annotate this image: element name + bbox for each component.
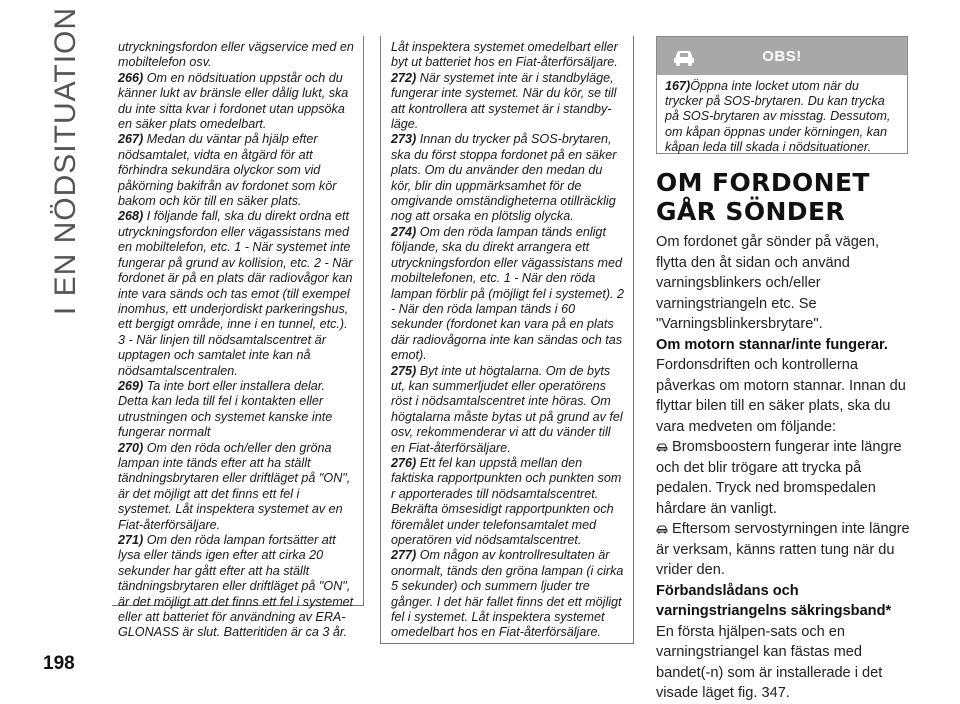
note-paragraph [391,364,625,456]
note-paragraph [118,40,355,71]
warning-notes-column-2 [380,36,634,644]
note-paragraph [118,441,355,533]
note-paragraph [118,209,355,378]
note-text: Byt inte ut högtalarna. Om de byts ut, kan summerljudet eller operatörens röst i nödsamtalscentret inte höras. Om högtalarna måste bytas ut på grund av fel osv, rekommenderar vi att du vänder till en Fiat-återförsäljare. [391,363,623,455]
note-number: 267) [118,132,144,147]
note-text: Om den röda och/eller den gröna lampan inte tänds efter att ha ställt tändningsbrytaren eller driftläget på "ON", är det möjligt att det finns ett fel i systemet. Låt inspektera systemet av en Fiat-återförsäljare. [118,440,351,532]
note-paragraph [391,456,625,548]
subheading-engine-stops: Om motorn stannar/inte fungerar. [656,336,888,353]
first-aid-paragraph: En första hjälpen-sats och en varningstriangel kan fästas med bandet(-n) som är installerade i det visade läget fig. 347. [656,623,883,701]
note-text: Innan du trycker på SOS-brytaren, ska du först stoppa fordonet på en säker plats. Om du använder den medan du kör, blir din uppmärksamhet för de omgivande omständigheterna otillräcklig nog att orsaka en plötslig olycka. [391,132,617,224]
engine-stops-paragraph: Fordonsdriften och kontrollerna påverkas om motorn stannar. Innan du flyttar bilen till en säker plats, ska du vara medveten om följande: [656,357,906,435]
note-number: 275) [391,363,417,378]
note-text: När systemet inte är i standbyläge, fungerar inte systemet. När du kör, se till att kontrollera att systemet är i standby-läge. [391,70,617,132]
note-number: 272) [391,70,417,85]
chapter-side-tab [44,6,88,316]
warning-notes-column-1 [112,36,364,640]
note-paragraph [118,533,355,641]
note-number: 270) [118,440,144,455]
obs-notice-box [656,36,908,154]
note-number: 276) [391,455,417,470]
car-hand-icon [671,45,697,67]
note-paragraph [391,132,625,224]
bullet-item [656,437,912,519]
note-number: 277) [391,548,417,563]
note-text: Ett fel kan uppstå mellan den faktiska rapportpunkten och punkten som r apporterades till nödsamtalscentret. Bekräfta ömsesidigt rapportpunkten och föremålet under telefonsamtalet med operatören vid nödsamtalscentret. [391,455,622,547]
note-text: Om den röda lampan tänds enligt följande, ska du direkt arrangera ett utryckningsfordon eller vägassistans med mobiltelefonen, etc. 1 - När den röda lampan förblir på (möjligt fel i systemet). 2 - När den röda lampan tänds i 60 sekunder (fordonet kan vara på en plats där radiovågorna inte kan sändas och tas emot). [391,224,625,363]
note-number: 268) [118,209,144,224]
page-number: 198 [43,653,75,674]
note-text: utryckningsfordon eller vägservice med en mobiltelefon osv. [118,40,354,70]
car-bullet-icon [656,524,668,534]
note-number: 167) [665,79,691,93]
intro-paragraph: Om fordonet går sönder på vägen, flytta den åt sidan och använd varningsblinkers och/eller varningstriangeln etc. Se "Varningsblinkersbrytare". [656,234,880,332]
bullet-text: Eftersom servostyrningen inte längre är verksam, känns ratten tung när du vrider den. [656,521,910,578]
note-number: 274) [391,224,417,239]
note-paragraph [118,132,355,209]
subheading-first-aid-straps: Förbandslådans och varningstriangelns säkringsband* [656,582,892,619]
note-paragraph [391,225,625,364]
note-number: 269) [118,378,144,393]
obs-header [657,37,907,75]
note-paragraph [391,40,625,71]
note-text: Om den röda lampan fortsätter att lysa eller tänds igen efter att cirka 20 sekunder har gått efter att ha ställt tändningsbrytaren eller driftläget på "ON", är det möjligt att det finns ett fel i systemet eller att batteriet för användning av ERA-GLONASS är slut. Batteritiden är ca 3 år. [118,533,354,640]
obs-body [657,75,907,159]
section-heading: OM FORDONET GÅR SÖNDER [656,168,870,226]
note-paragraph [118,379,355,441]
note-paragraph [391,71,625,133]
note-text: Om en nödsituation uppstår och du känner lukt av bränsle eller dålig lukt, ska du inte sitta kvar i fordonet utan uppsöka en säker plats omedelbart. [118,70,349,132]
note-paragraph [391,548,625,640]
breakdown-section [656,168,912,704]
note-paragraph [118,71,355,133]
note-number: 273) [391,132,417,147]
note-number: 271) [118,533,144,547]
note-text: Ta inte bort eller installera delar. Detta kan leda till fel i kontakten eller utrustningen och systemet kanske inte fungerar normalt [118,378,333,440]
note-number: 266) [118,70,144,85]
obs-text: Öppna inte locket utom när du trycker på SOS-brytaren. Du kan trycka på SOS-brytaren av misstag. Dessutom, om kåpan öppnas under körningen, kan kåpan leda till skada i nödsituationer. [665,79,891,154]
note-text: I följande fall, ska du direkt ordna ett utryckningsfordon eller vägassistans med en mobiltelefon, etc. 1 - När systemet inte fungerar på grund av kollision, etc. 2 - När fordonet är på en plats där radiovågor kan inte vara sänds och tas emot (till exempel inomhus, ett underjordiskt parkeringshus, ett bergigt område, inne i en tunnel, etc.). 3 - När linjen till nödsamtalscentret är upptagen och samtalet inte kan nå nödsamtalscentralen. [118,209,353,378]
bullet-text: Bromsboostern fungerar inte längre och det blir trögare att trycka på pedalen. Tryck ned bromspedalen hårdare än vanligt. [656,439,902,517]
chapter-title: I EN NÖDSITUATION [49,6,82,316]
note-text: Låt inspektera systemet omedelbart eller byt ut batteriet hos en Fiat-återförsäljare. [391,40,618,70]
note-text: Om någon av kontrollresultaten är onormalt, tänds den gröna lampan (i cirka 5 sekunder) och summern ljuder tre gånger. I det här fallet finns det ett möjligt fel i systemet. Låt inspektera systemet omedelbart hos en Fiat-återförsäljare. [391,548,624,640]
bullet-item [656,519,912,581]
car-bullet-icon [656,442,668,452]
note-text: Medan du väntar på hjälp efter nödsamtalet, vidta en åtgärd för att förhindra sekundära olyckor som vid påkörning bakifrån av fordonet som kör bakom och kör till en säker plats. [118,132,337,209]
obs-title: OBS! [762,47,802,65]
